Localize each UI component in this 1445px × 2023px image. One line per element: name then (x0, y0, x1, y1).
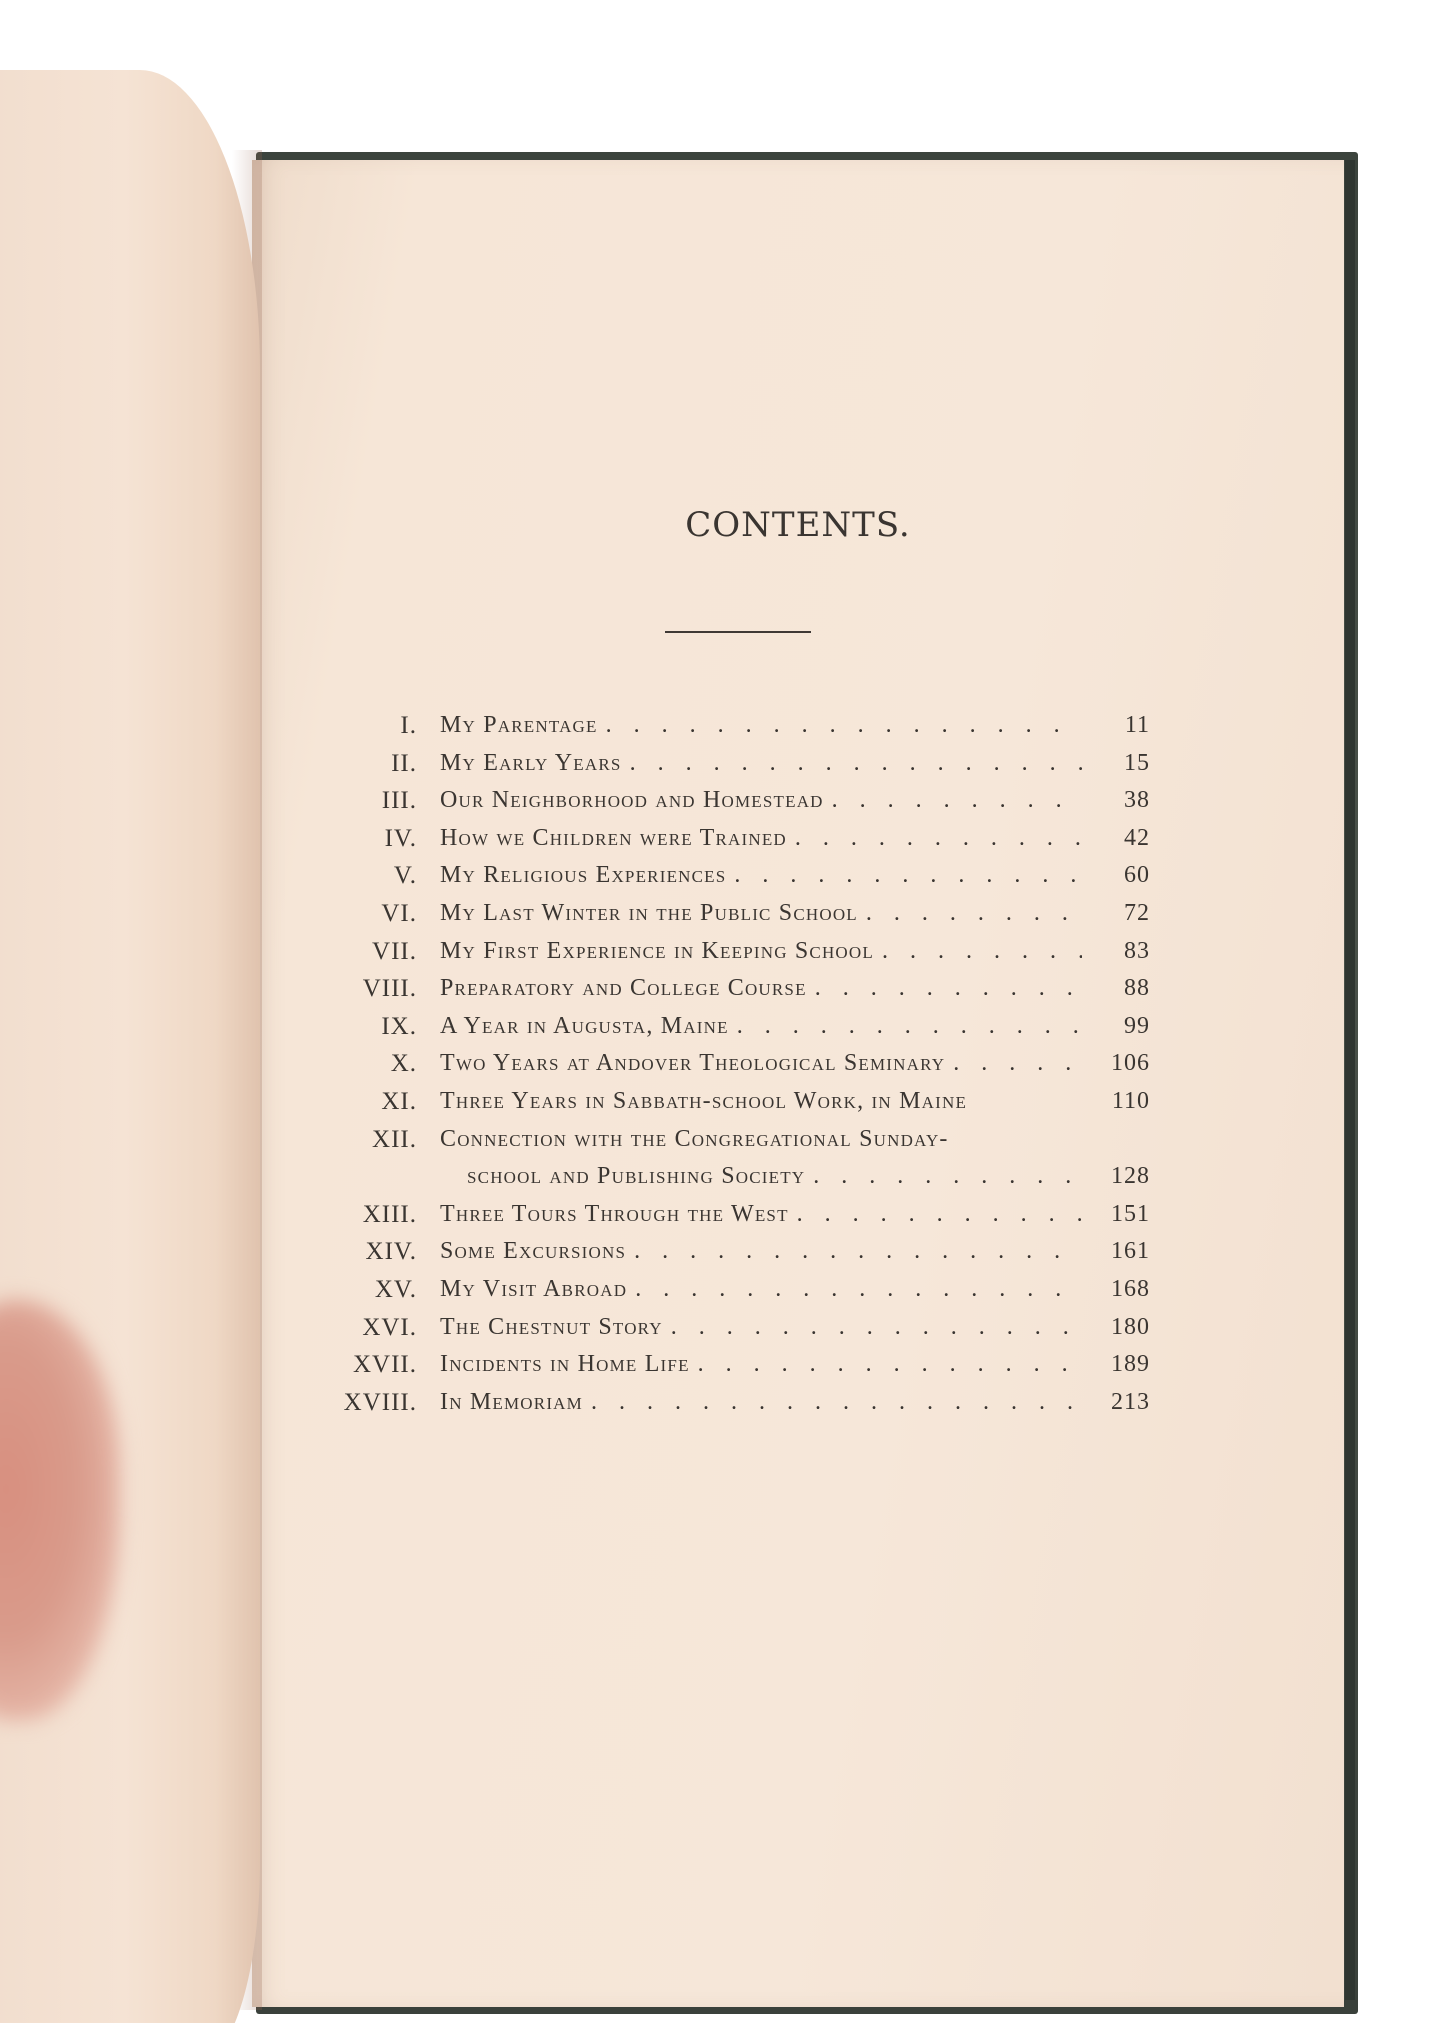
dot-leader (866, 895, 1082, 933)
dot-leader (606, 707, 1082, 745)
toc-row (330, 895, 1150, 933)
chapter-numeral: III. (381, 787, 417, 815)
toc-row (330, 1121, 1150, 1159)
dot-leader (795, 820, 1082, 858)
page-number: 180 (1111, 1313, 1150, 1340)
title-rule (665, 631, 811, 633)
dot-leader (813, 1158, 1082, 1196)
left-page (0, 70, 260, 2023)
dot-leader (698, 1346, 1082, 1384)
chapter-title-text: Three Years in Sabbath-school Work, in Maine (440, 1087, 968, 1114)
page-number: 15 (1124, 749, 1150, 776)
chapter-title-text: How we Children were Trained (440, 824, 787, 851)
dot-leader (882, 933, 1082, 971)
chapter-title (440, 1233, 1082, 1271)
toc-row (330, 1083, 1150, 1121)
chapter-title-text: My Last Winter in the Public School (440, 899, 858, 926)
chapter-numeral: XIII. (362, 1200, 417, 1228)
chapter-title-text: A Year in Augusta, Maine (440, 1012, 729, 1039)
chapter-title (440, 782, 1082, 820)
chapter-numeral: VIII. (362, 975, 417, 1003)
dot-leader (634, 1233, 1082, 1271)
chapter-numeral: XI. (381, 1087, 417, 1115)
dot-leader (815, 970, 1082, 1008)
toc-row (330, 1309, 1150, 1347)
chapter-title-text: Three Tours Through the West (440, 1200, 789, 1227)
chapter-title (440, 1196, 1082, 1234)
chapter-title (440, 1008, 1082, 1046)
dot-leader (832, 782, 1082, 820)
chapter-title-text: My Visit Abroad (440, 1275, 628, 1302)
page-number: 110 (1111, 1087, 1150, 1114)
chapter-title-text: My Parentage (440, 712, 598, 738)
chapter-title (440, 857, 1082, 895)
toc-row (330, 970, 1150, 1008)
chapter-title-text: The Chestnut Story (440, 1313, 663, 1340)
chapter-title (440, 1384, 1082, 1422)
chapter-title-text: Connection with the Congregational Sunday- (440, 1125, 949, 1152)
page-number: 128 (1111, 1163, 1150, 1190)
toc-row (330, 1346, 1150, 1384)
chapter-title (440, 1346, 1082, 1384)
cover-edge (1345, 160, 1355, 2000)
toc-row (330, 1196, 1150, 1234)
page-number: 83 (1124, 937, 1150, 964)
chapter-title-text: In Memoriam (440, 1388, 583, 1415)
dot-leader (953, 1045, 1082, 1083)
page-number: 38 (1124, 787, 1150, 814)
chapter-title (440, 1271, 1082, 1309)
chapter-numeral: I. (400, 712, 417, 739)
chapter-title (440, 820, 1082, 858)
chapter-title-continuation (467, 1158, 1082, 1196)
chapter-numeral: II. (391, 749, 417, 777)
chapter-title-text: school and Publishing Society (467, 1163, 806, 1190)
page-number: 88 (1124, 975, 1150, 1002)
toc-row (330, 1384, 1150, 1422)
toc-row (330, 1008, 1150, 1046)
page-number: 60 (1124, 862, 1150, 889)
chapter-title (440, 745, 1082, 783)
page-number: 189 (1111, 1351, 1150, 1378)
toc-row (330, 782, 1150, 820)
toc-row (330, 707, 1150, 745)
chapter-title (440, 933, 1082, 971)
chapter-title-text: My Religious Experiences (440, 862, 727, 889)
page-number: 106 (1111, 1050, 1150, 1077)
toc-row (330, 933, 1150, 971)
chapter-numeral: XV. (374, 1275, 417, 1303)
page-title: CONTENTS. (685, 505, 911, 545)
chapter-title-text: Incidents in Home Life (440, 1351, 690, 1378)
chapter-numeral: VI. (381, 899, 417, 927)
page-number: 161 (1111, 1238, 1150, 1265)
chapter-numeral: IV. (384, 824, 417, 852)
chapter-title-text: Our Neighborhood and Homestead (440, 787, 824, 814)
chapter-title (440, 1045, 1082, 1083)
page-number: 151 (1111, 1200, 1150, 1227)
chapter-numeral: XVII. (352, 1351, 417, 1379)
toc-row (330, 1271, 1150, 1309)
toc-row (330, 745, 1150, 783)
chapter-numeral: V. (393, 862, 417, 890)
chapter-title (440, 970, 1082, 1008)
table-of-contents (330, 707, 1150, 1421)
chapter-title-text: Some Excursions (440, 1238, 627, 1265)
dot-leader (635, 1271, 1082, 1309)
toc-row (330, 1045, 1150, 1083)
chapter-title-text: Two Years at Andover Theological Seminary (440, 1050, 946, 1077)
chapter-numeral: XII. (372, 1125, 417, 1153)
chapter-title-text: My Early Years (440, 749, 622, 776)
toc-row (330, 857, 1150, 895)
dot-leader (591, 1384, 1082, 1422)
chapter-numeral: X. (390, 1050, 417, 1078)
chapter-numeral: IX. (381, 1012, 417, 1040)
dot-leader (734, 857, 1082, 895)
page-number: 213 (1111, 1388, 1150, 1415)
dot-leader (797, 1196, 1082, 1234)
chapter-title-text: My First Experience in Keeping School (440, 937, 874, 964)
page-number: 42 (1124, 824, 1150, 851)
toc-row (330, 1233, 1150, 1271)
page-number: 11 (1124, 712, 1150, 738)
dot-leader (671, 1309, 1082, 1347)
chapter-title (440, 1121, 1082, 1159)
chapter-title (440, 895, 1082, 933)
chapter-numeral: VII. (372, 937, 417, 965)
chapter-title (440, 1083, 1082, 1121)
chapter-numeral: XVI. (362, 1313, 417, 1341)
page-number: 168 (1111, 1275, 1150, 1302)
chapter-title (440, 1309, 1082, 1347)
dot-leader (630, 745, 1082, 783)
toc-row (330, 820, 1150, 858)
page-number: 99 (1124, 1012, 1150, 1039)
chapter-title (440, 707, 1082, 745)
dot-leader (737, 1008, 1082, 1046)
chapter-numeral: XVIII. (343, 1388, 417, 1416)
chapter-numeral: XIV. (365, 1238, 417, 1266)
chapter-title-text: Preparatory and College Course (440, 975, 807, 1002)
page-number: 72 (1124, 899, 1150, 926)
toc-row-continuation (330, 1158, 1150, 1196)
